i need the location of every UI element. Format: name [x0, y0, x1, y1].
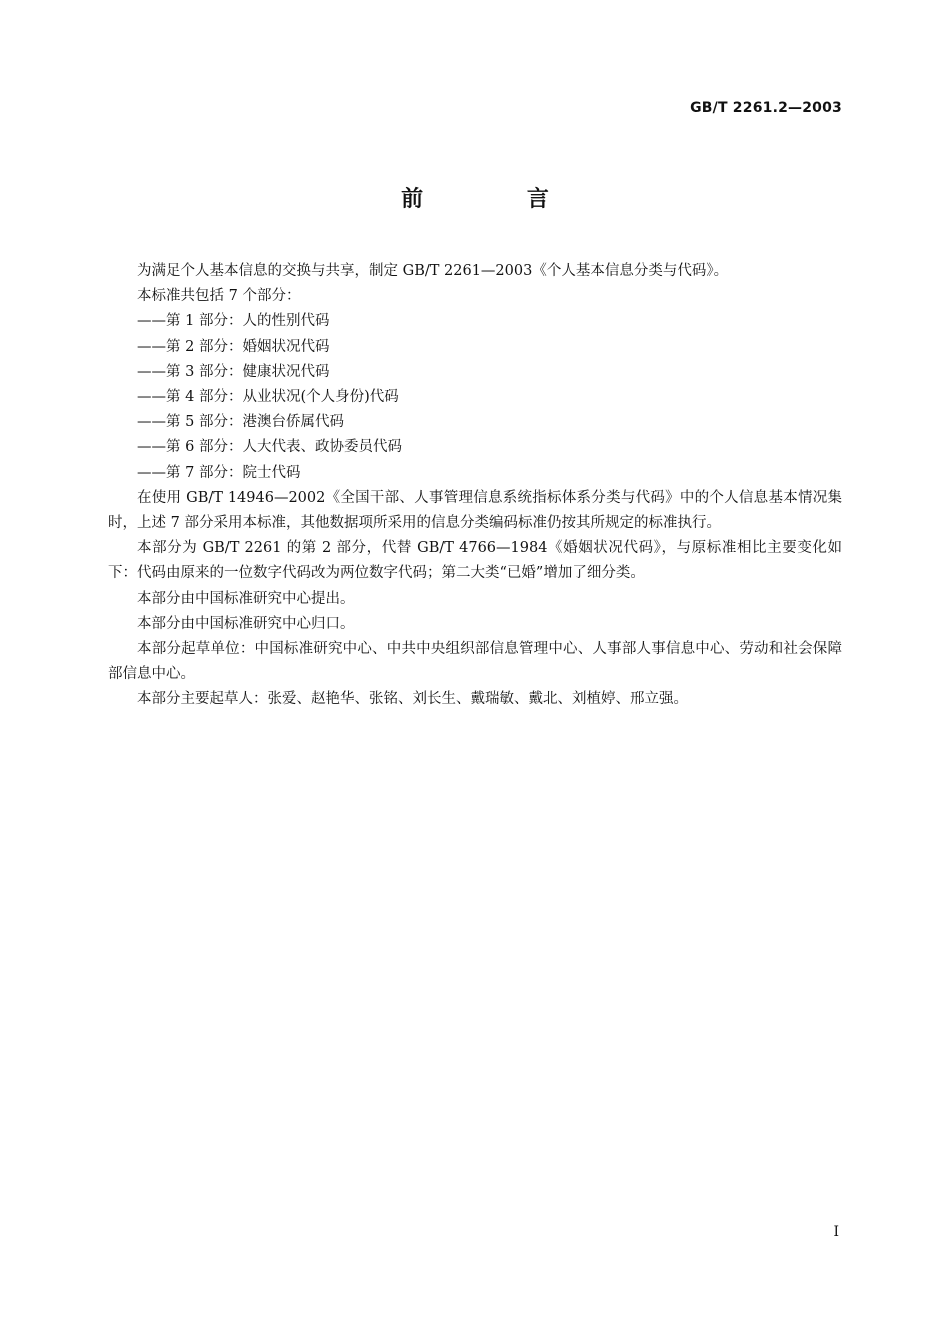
- list-item: ——第 3 部分：健康状况代码: [137, 363, 330, 380]
- list-item: ——第 4 部分：从业状况(个人身份)代码: [137, 389, 399, 406]
- list-item: ——第 1 部分：人的性别代码: [137, 313, 330, 330]
- paragraph: 本部分由中国标准研究中心提出。: [137, 590, 355, 607]
- paragraph: 在使用 GB/T 14946—2002《全国干部、人事管理信息系统指标体系分类与代码》中的个人信息基本情况集时，上述 7 部分采用本标准，其他数据项所采用的信息分类编码标准仍按其所规定的标准执行。: [108, 489, 842, 532]
- paragraph: 本部分由中国标准研究中心归口。: [137, 615, 355, 632]
- paragraph: 为满足个人基本信息的交换与共享，制定 GB/T 2261—2003《个人基本信息分类与代码》。: [137, 263, 729, 279]
- paragraph: 本部分为 GB/T 2261 的第 2 部分，代替 GB/T 4766—1984《婚姻状况代码》，与原标准相比主要变化如下：代码由原来的一位数字代码改为两位数字代码；第二大类“已婚”增加了细分类。: [108, 540, 842, 582]
- paragraph: 本标准共包括 7 个部分：: [137, 288, 301, 305]
- list-item: ——第 6 部分：人大代表、政协委员代码: [137, 439, 402, 456]
- paragraph: 本部分起草单位：中国标准研究中心、中共中央组织部信息管理中心、人事部人事信息中心、劳动和社会保障部信息中心。: [108, 641, 842, 683]
- foreword-body: [108, 259, 842, 713]
- list-item: ——第 5 部分：港澳台侨属代码: [137, 414, 344, 431]
- list-item: ——第 7 部分：院士代码: [137, 464, 301, 481]
- list-item: ——第 2 部分：婚姻状况代码: [137, 338, 330, 355]
- standard-code: GB/T 2261.2—2003: [690, 100, 842, 116]
- page-number: I: [833, 1224, 839, 1240]
- page-title: 前 言: [401, 187, 597, 212]
- paragraph: 本部分主要起草人：张爱、赵艳华、张铭、刘长生、戴瑞敏、戴北、刘植婷、邢立强。: [137, 691, 688, 708]
